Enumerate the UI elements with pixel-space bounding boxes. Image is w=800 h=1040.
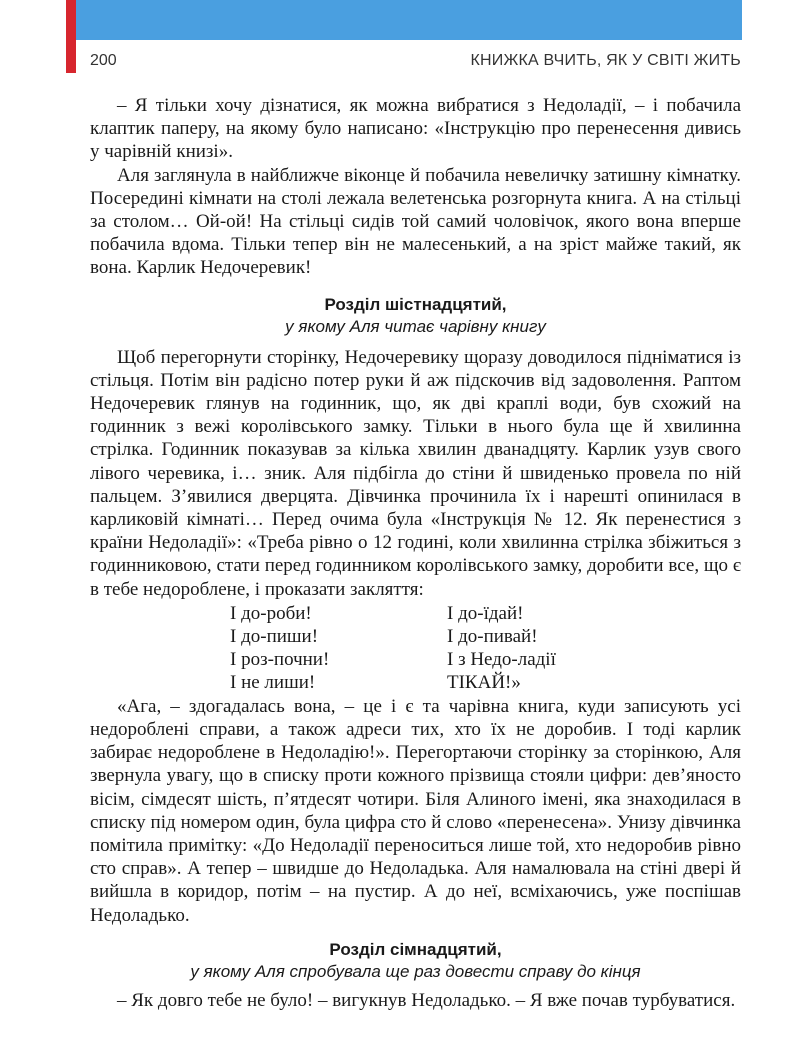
poem-line: І до-роби! — [230, 602, 312, 624]
poem-line: І з Недо-ладії — [447, 649, 556, 671]
paragraph: Щоб перегорнути сторінку, Недочеревику щоразу доводилося підніматися із стільця. Потім він радісно потер руки й аж підскочив від задоволення. Раптом Недочеревик глянув на годинник, що, як дві краплі води, був схожий на годинник з вежі королівського замку. Тільки в нього була ще й хвилинна стрілка. Годинник показував за кілька хвилин дванадцяту. Карлик узув свого лівого черевика, і… зник. Аля підбігла до стіни й швиденько провела по ній пальцем. З’явилися дверцята. Дівчинка прочинила їх і нарешті опинилася в карликовій кімнаті… Перед очима була «Інструкція № 12. Як перенестися з країни Недоладії»: «Треба рівно о 12 годині, коли хвилинна стрілка збіжиться з годинниковою, стати перед годинником королівського замку, доробити все, що є в тебе недороблене, і проказати закляття: — [90, 346, 741, 600]
poem-line: І роз-почни! — [230, 649, 330, 671]
poem-line: ТІКАЙ!» — [447, 672, 521, 694]
poem-line: І не лиши! — [230, 672, 316, 694]
section-subtitle: у якому Аля спробувала ще раз довести справу до кінця — [190, 961, 641, 981]
paragraph: – Як довго тебе не було! – вигукнув Недоладько. – Я вже почав турбуватися. — [117, 989, 736, 1011]
poem-column-right — [447, 602, 556, 695]
poem-line: І до-пивай! — [447, 626, 538, 648]
section-title: Розділ шістнадцятий, — [324, 294, 507, 314]
paragraph: Аля заглянула в найближче віконце й побачила невеличку затишну кімнатку. Посередині кімнати на столі лежала велетенська розгорнута книга. А на стільці за столом… Ой-ой! На стільці сидів той самий чоловічок, якого вона вперше побачила вдома. Тільки тепер він не малесенький, а на зріст майже такий, як вона. Карлик Недочеревик! — [90, 164, 741, 279]
paragraph: «Ага, – здогадалась вона, – це і є та чарівна книга, куди записують усі недороблені справи, а також адреси тих, хто їх не доробив. І тоді карлик забирає недороблене в Недоладію!». Перегортаючи сторінку за сторінкою, Аля звернула увагу, що в списку проти кожного прізвища стояли цифри: дев’яносто вісім, сімдесят шість, п’ятдесят чотири. Біля Алиного імені, яка знаходилася в списку під номером один, була цифра сто й слово «перенесена». Унизу дівчинка помітила примітку: «До Недоладії переноситься лише той, хто недоробив рівно сто справ». А тепер – швидше до Недоладька. Аля намалювала на стіні двері й вийшла в коридор, потім – на пустир. А до неї, всміхаючись, уже поспішав Недоладько. — [90, 695, 741, 926]
section-heading-16 — [90, 294, 741, 338]
header-color-band — [68, 0, 742, 40]
page-content — [90, 94, 741, 1012]
paragraph: – Я тільки хочу дізнатися, як можна вибратися з Недоладії, – і побачила клаптик паперу, на якому було написано: «Інструкцію про перенесення дивись у чарівній книзі». — [90, 95, 741, 163]
accent-bar — [66, 0, 76, 73]
poem-line: І до-їдай! — [447, 602, 524, 624]
section-subtitle: у якому Аля читає чарівну книгу — [285, 316, 546, 336]
poem-column-left — [230, 602, 329, 695]
page-number: 200 — [90, 52, 117, 69]
incantation-poem — [90, 602, 741, 695]
poem-line: І до-пиши! — [230, 626, 319, 648]
running-head: КНИЖКА ВЧИТЬ, ЯК У СВІТІ ЖИТЬ — [470, 52, 741, 69]
section-heading-17 — [90, 939, 741, 983]
section-title: Розділ сімнадцятий, — [329, 939, 502, 959]
